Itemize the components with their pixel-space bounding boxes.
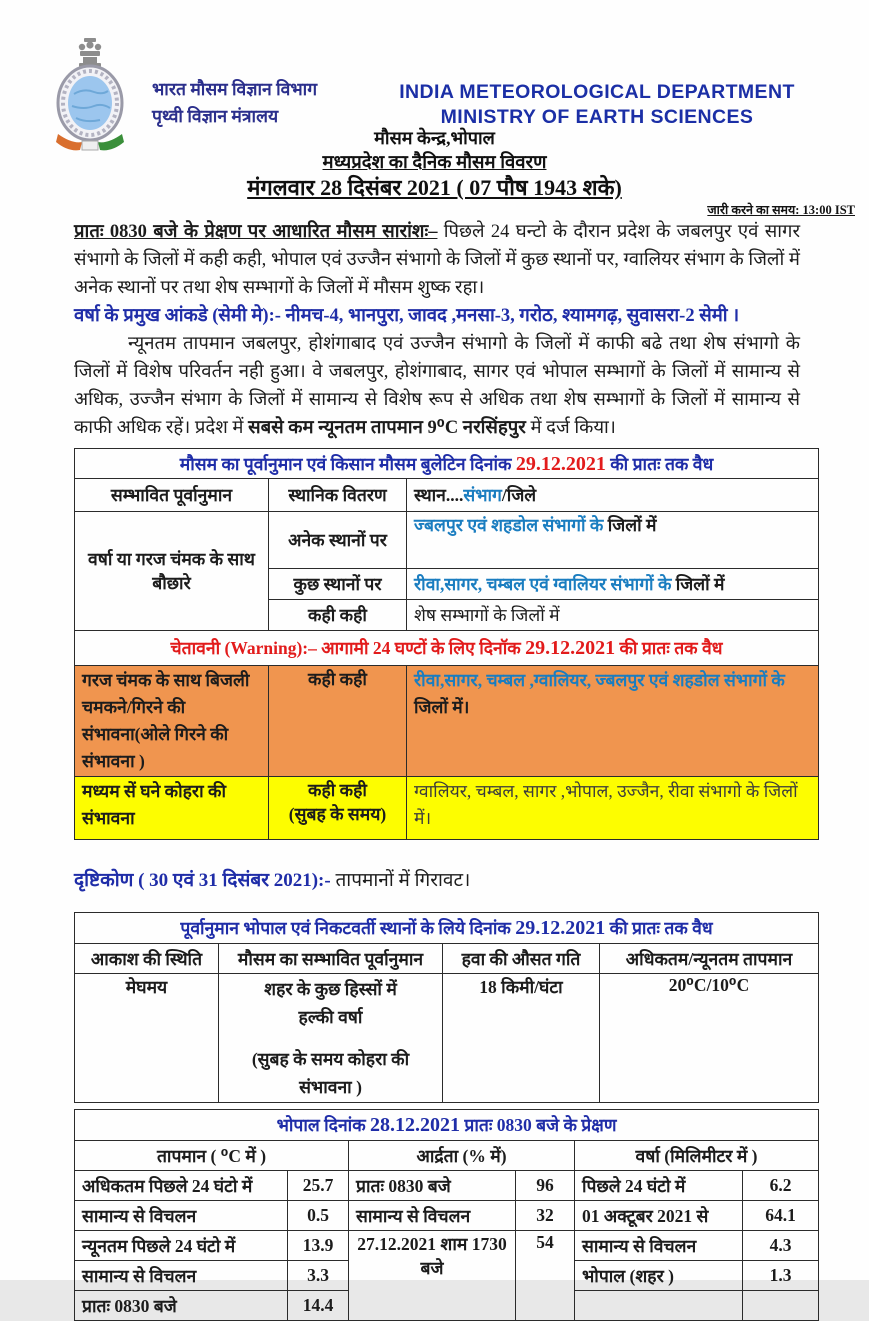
forecast-phenomenon: वर्षा या गरज चंमक के साथ बौछारे bbox=[75, 512, 269, 631]
org-name-hindi bbox=[152, 76, 317, 130]
location-header-suffix: /जिले bbox=[501, 485, 537, 505]
humidity-value-2: 32 bbox=[516, 1201, 575, 1231]
warning-area-thunderstorm bbox=[407, 666, 819, 777]
rain-label-3: सामान्य से विचलन bbox=[575, 1231, 743, 1261]
temp-label-4: सामान्य से विचलन bbox=[75, 1261, 288, 1291]
column-header-phenomenon: सम्भावित पूर्वानुमान bbox=[75, 479, 269, 512]
warning-row-thunderstorm bbox=[75, 666, 819, 777]
rain-value-4: 1.3 bbox=[743, 1261, 819, 1291]
dept-name-line1: INDIA METEOROLOGICAL DEPARTMENT bbox=[399, 81, 795, 103]
temp-value-2: 0.5 bbox=[288, 1201, 349, 1231]
observations-date: 28.12.2021 bbox=[370, 1114, 461, 1136]
observations-row-2 bbox=[75, 1201, 819, 1231]
location-header-division: संभाग bbox=[463, 485, 502, 505]
forecast-area-2-divisions: रीवा,सागर, चम्बल एवं ग्वालियर संभागों के bbox=[414, 574, 672, 594]
observations-title-row bbox=[75, 1110, 819, 1141]
rain-value-3: 4.3 bbox=[743, 1231, 819, 1261]
centre-name: मौसम केन्द्र,भोपाल bbox=[374, 128, 495, 148]
org-name-line2: पृथ्वी विज्ञान मंत्रालय bbox=[152, 106, 279, 126]
bulletin-title: मध्यप्रदेश का दैनिक मौसम विवरण bbox=[322, 153, 547, 173]
observations-group-header-row bbox=[75, 1141, 819, 1171]
forecast-area-1-districts: जिलों में bbox=[603, 515, 657, 535]
expected-weather-line4: संभावना ) bbox=[299, 1077, 362, 1097]
warning-row-fog bbox=[75, 777, 819, 840]
rain-value-2: 64.1 bbox=[743, 1201, 819, 1231]
warning-hazard-fog: मध्यम सें घने कोहरा की संभावना bbox=[75, 777, 269, 840]
forecast-distribution-1: अनेक स्थानों पर bbox=[269, 512, 407, 569]
observations-table bbox=[74, 1109, 819, 1321]
temp-value-3: 13.9 bbox=[288, 1231, 349, 1261]
ashoka-crest-icon bbox=[79, 38, 101, 67]
group-header-rainfall: वर्षा (मिलिमीटर में ) bbox=[575, 1141, 819, 1171]
city-forecast-table bbox=[74, 912, 819, 1103]
humidity-label-2: सामान्य से विचलन bbox=[349, 1201, 516, 1231]
warning-distribution-fog-note: (सुबह के समय) bbox=[288, 804, 387, 824]
warning-title bbox=[75, 631, 819, 666]
outlook-heading: दृष्टिकोण ( 30 एवं 31 दिसंबर 2021):- bbox=[74, 870, 331, 891]
header bbox=[0, 0, 869, 218]
city-forecast-title-prefix: पूर्वानुमान भोपाल एवं निकटवर्ती स्थानों के लिये दिनांक bbox=[180, 918, 516, 938]
org-name-line1: भारत मौसम विज्ञान विभाग bbox=[152, 79, 318, 99]
warning-area-thunderstorm-districts: जिलों में। bbox=[414, 697, 470, 717]
column-header-distribution: स्थानिक वितरण bbox=[269, 479, 407, 512]
forecast-area-1-divisions: ज्बलपुर एवं शहडोल संभागों के bbox=[414, 515, 604, 535]
temp-value-5: 14.4 bbox=[288, 1291, 349, 1321]
expected-weather bbox=[219, 974, 443, 1103]
city-forecast-valid-date: 29.12.2021 bbox=[515, 917, 606, 939]
rainfall-figures bbox=[74, 302, 800, 330]
column-header-maxmin-temp: अधिकतम/न्यूनतम तापमान bbox=[600, 944, 819, 974]
issue-time: जारी करने का समय: 13:00 IST bbox=[707, 203, 855, 217]
rain-value-1: 6.2 bbox=[743, 1171, 819, 1201]
rainfall-figures-heading: वर्षा के प्रमुख आंकडे (सेमी मे):- bbox=[74, 306, 281, 326]
temp-value-4: 3.3 bbox=[288, 1261, 349, 1291]
city-forecast-title bbox=[75, 913, 819, 944]
globe-icon bbox=[68, 76, 112, 130]
warning-title-suffix: की प्रातः तक वैध bbox=[615, 638, 723, 658]
forecast-title-suffix: की प्रातः तक वैध bbox=[605, 453, 714, 474]
lowest-min-temp: सबसे कम न्यूनतम तापमान 9⁰C नरसिंहपुर bbox=[248, 418, 526, 438]
forecast-area-1 bbox=[407, 512, 819, 569]
city-forecast-title-row bbox=[75, 913, 819, 944]
observations-title-prefix: भोपाल दिनांक bbox=[276, 1115, 371, 1135]
city-forecast-header-row bbox=[75, 944, 819, 974]
expected-weather-line2: हल्की वर्षा bbox=[298, 1007, 363, 1027]
rain-label-5 bbox=[575, 1291, 743, 1321]
warning-distribution-thunderstorm: कही कही bbox=[269, 666, 407, 777]
rain-label-1: पिछले 24 घंटो में bbox=[575, 1171, 743, 1201]
temperature-summary-text: न्यूनतम तापमान जबलपुर, होशंगाबाद एवं उज्जैन संभागो के जिलों में काफी बढे तथा शेष संभागो के जिलों में विशेष परिवर्तन नही हुआ। वे जबलपुर, होशंगाबाद, सागर एवं भोपाल सम्भागों के जिलों में सामान्य से अधिक, उज्जैन संभाग के जिलों में सामान्य से विशेष रूप से अधिक तथा शेष सम्भागों के जिलों में सामान्य से काफी अधिक रहें। प्रदेश में bbox=[74, 334, 800, 438]
temperature-summary bbox=[74, 330, 800, 442]
humidity-label-1: प्रातः 0830 बजे bbox=[349, 1171, 516, 1201]
warning-hazard-thunderstorm: गरज चंमक के साथ बिजली चमकने/गिरने की संभावना(ओले गिरने की संभावना ) bbox=[75, 666, 269, 777]
outlook-text: तापमानों में गिरावट। bbox=[330, 870, 471, 891]
warning-distribution-fog-main: कही कही bbox=[308, 780, 367, 800]
city-forecast-data-row bbox=[75, 974, 819, 1103]
weather-summary-heading: प्रातः 0830 बजे के प्रेक्षण पर आधारित मौसम सारांशः– bbox=[74, 222, 438, 242]
weather-summary bbox=[74, 218, 800, 302]
observations-row-3 bbox=[75, 1231, 819, 1261]
column-header-weather: मौसम का सम्भावित पूर्वानुमान bbox=[219, 944, 443, 974]
sky-condition: मेघमय bbox=[75, 974, 219, 1103]
temp-label-1: अधिकतम पिछले 24 घंटो में bbox=[75, 1171, 288, 1201]
warning-title-prefix: चेतावनी (Warning):– आगामी 24 घण्टों के लिए दिनॉक bbox=[170, 638, 526, 658]
forecast-and-warning-table bbox=[74, 448, 819, 840]
temp-value-1: 25.7 bbox=[288, 1171, 349, 1201]
forecast-area-2-districts: जिलों में bbox=[671, 574, 725, 594]
rainfall-figures-values: नीमच-4, भानपुरा, जावद ,मनसा-3, गरोठ, श्यामगढ़, सुवासरा-2 सेमी । bbox=[280, 306, 740, 326]
humidity-value-3: 54 bbox=[516, 1231, 575, 1321]
observations-title bbox=[75, 1110, 819, 1141]
warning-title-row bbox=[75, 631, 819, 666]
bulletin-date: मंगलवार 28 दिसंबर 2021 ( 07 पौष 1943 शके) bbox=[247, 175, 622, 200]
dept-name-english bbox=[330, 80, 864, 130]
forecast-table-title bbox=[75, 449, 819, 479]
temperature-summary-tail: में दर्ज किया। bbox=[525, 418, 616, 438]
warning-distribution-fog bbox=[269, 777, 407, 840]
forecast-title-prefix: मौसम का पूर्वानुमान एवं किसान मौसम बुलेटिन दिनांक bbox=[179, 453, 516, 474]
forecast-valid-date: 29.12.2021 bbox=[515, 452, 606, 475]
forecast-area-3-plain: शेष सम्भागों के जिलों में bbox=[414, 605, 560, 625]
humidity-label-3: 27.12.2021 शाम 1730 बजे bbox=[349, 1231, 516, 1321]
rain-label-2: 01 अक्टूबर 2021 से bbox=[575, 1201, 743, 1231]
rain-value-5 bbox=[743, 1291, 819, 1321]
outlook-line bbox=[74, 866, 818, 892]
expected-weather-line1: शहर के कुछ हिस्सों में bbox=[264, 979, 397, 999]
group-header-humidity: आर्द्रता (% में) bbox=[349, 1141, 575, 1171]
rain-label-4: भोपाल (शहर ) bbox=[575, 1261, 743, 1291]
expected-weather-line3: (सुबह के समय कोहरा की bbox=[251, 1049, 410, 1069]
forecast-title-row bbox=[75, 449, 819, 479]
city-forecast-title-suffix: की प्रातः तक वैध bbox=[605, 918, 713, 938]
forecast-distribution-2: कुछ स्थानों पर bbox=[269, 569, 407, 600]
temp-label-2: सामान्य से विचलन bbox=[75, 1201, 288, 1231]
max-min-temperature: 20⁰C/10⁰C bbox=[600, 974, 819, 1103]
forecast-area-2 bbox=[407, 569, 819, 600]
group-header-temperature: तापमान ( ⁰C में ) bbox=[75, 1141, 349, 1171]
forecast-area-3 bbox=[407, 600, 819, 631]
forecast-row-1 bbox=[75, 512, 819, 569]
warning-area-thunderstorm-divisions: रीवा,सागर, चम्बल ,ग्वालियर, ज्बलपुर एवं शहडोल संभागों के bbox=[414, 670, 785, 690]
forecast-distribution-3: कही कही bbox=[269, 600, 407, 631]
observations-title-suffix: प्रातः 0830 बजे के प्रेक्षण bbox=[460, 1115, 617, 1135]
bulletin-body bbox=[74, 218, 818, 1321]
dept-name-line2: MINISTRY OF EARTH SCIENCES bbox=[440, 106, 754, 128]
warning-valid-date: 29.12.2021 bbox=[525, 637, 616, 659]
column-header-wind: हवा की औसत गति bbox=[443, 944, 600, 974]
humidity-value-1: 96 bbox=[516, 1171, 575, 1201]
location-header-prefix: स्थान.... bbox=[414, 485, 464, 505]
wind-speed: 18 किमी/घंटा bbox=[443, 974, 600, 1103]
weather-summary-text: पिछले 24 घन्टो के दौरान प्रदेश के जबलपुर एवं सागर संभागो के जिलों में कही कही, भोपाल एवं उज्जैन संभागो के जिलों में कुछ स्थानों पर, ग्वालियर संभाग के जिलों में अनेक स्थानों पर तथा शेष सम्भागों के जिलों में मौसम शुष्क रहा। bbox=[74, 222, 801, 298]
temp-label-3: न्यूनतम पिछले 24 घंटो में bbox=[75, 1231, 288, 1261]
warning-area-fog: ग्वालियर, चम्बल, सागर ,भोपाल, उज्जैन, रीवा संभागो के जिलों में। bbox=[407, 777, 819, 840]
temp-label-5: प्रातः 0830 बजे bbox=[75, 1291, 288, 1321]
column-header-location bbox=[407, 479, 819, 512]
observations-row-1 bbox=[75, 1171, 819, 1201]
forecast-header-row bbox=[75, 479, 819, 512]
column-header-sky: आकाश की स्थिति bbox=[75, 944, 219, 974]
